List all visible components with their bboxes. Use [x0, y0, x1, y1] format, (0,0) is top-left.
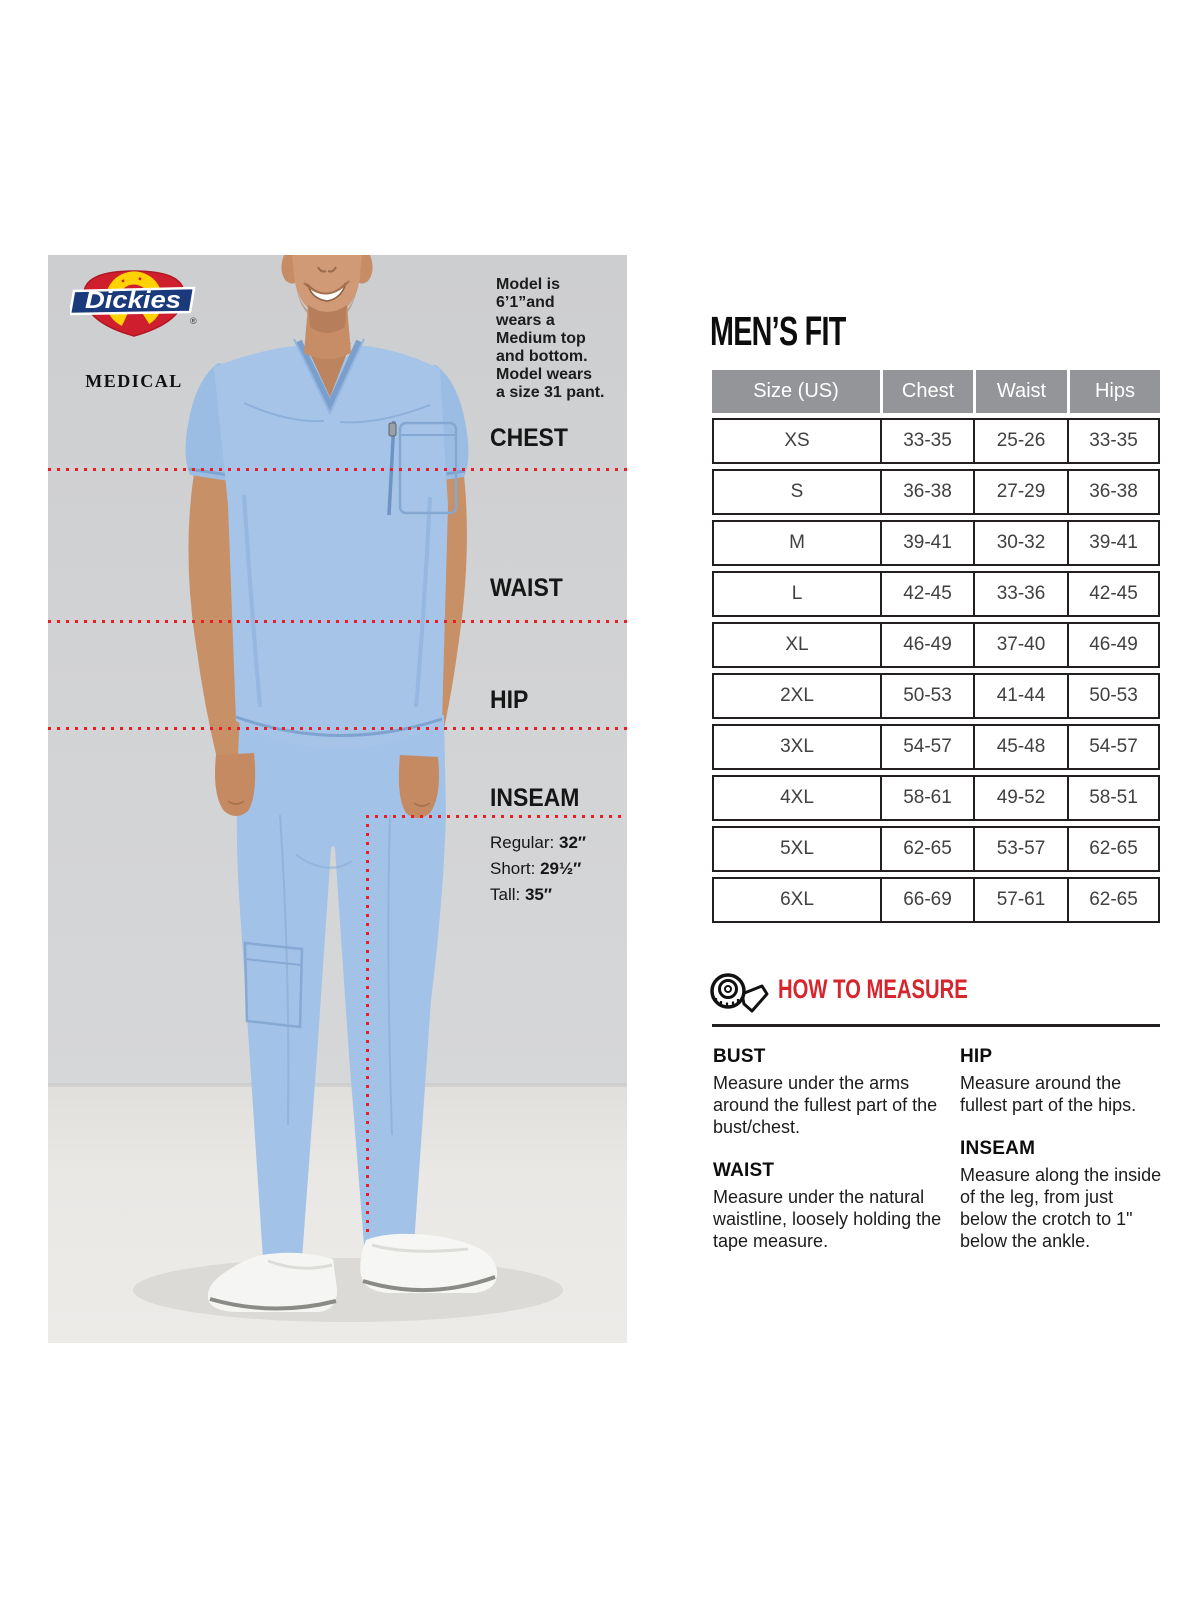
- size-table-row: [712, 673, 1160, 719]
- size-table-row: [712, 775, 1160, 821]
- measure-section-body: Measure around the fullest part of the hips.: [960, 1073, 1137, 1115]
- inseam-guide-line: [366, 815, 627, 818]
- chest-guide-line: [48, 468, 627, 471]
- size-table-cell-hips: 54-57: [1067, 726, 1158, 768]
- size-table-cell-waist: 45-48: [973, 726, 1067, 768]
- inseam-option: Tall: 35″: [490, 885, 553, 904]
- measure-section-heading: BUST: [713, 1046, 766, 1067]
- dickies-logo-emblem: [70, 264, 198, 348]
- column-header-waist: Waist: [973, 370, 1067, 413]
- size-table-cell-hips: 36-38: [1067, 471, 1158, 513]
- size-table-cell-size: S: [790, 481, 804, 502]
- model-note-line: Model wears: [496, 366, 593, 383]
- size-table-cell-hips: 62-65: [1067, 828, 1158, 870]
- measure-section-waist: [713, 1160, 960, 1252]
- size-table-cell-size: 4XL: [780, 787, 814, 808]
- size-table-cell-size: M: [789, 532, 805, 553]
- how-to-measure-title: HOW TO MEASURE: [778, 974, 968, 1004]
- size-table-cell-size: L: [791, 583, 803, 604]
- hip-guide-line: [48, 727, 627, 730]
- column-header-size: Size (US): [753, 380, 839, 402]
- size-table-cell-size: XL: [785, 634, 809, 655]
- model-note-line: and bottom.: [496, 348, 588, 365]
- measure-section-body: Measure under the arms around the fullest part of the bust/chest.: [713, 1073, 938, 1137]
- size-table-cell-hips: 50-53: [1067, 675, 1158, 717]
- size-table-cell-chest: 36-38: [880, 471, 973, 513]
- inseam-option: Regular: 32″: [490, 833, 587, 852]
- measure-section-body: Measure under the natural waistline, loosely holding the tape measure.: [713, 1187, 942, 1251]
- how-to-measure-header: [706, 968, 1162, 1014]
- size-table-row: [712, 877, 1160, 923]
- model-note-line: 6’1”and: [496, 294, 555, 311]
- size-table-cell-chest: 58-61: [880, 777, 973, 819]
- measuring-tape-icon: [706, 970, 770, 1014]
- size-table-cell-chest: 46-49: [880, 624, 973, 666]
- waist-label: WAIST: [490, 574, 563, 602]
- size-table-cell-waist: 30-32: [973, 522, 1067, 564]
- size-table-header: [712, 370, 1160, 413]
- size-table-row: [712, 724, 1160, 770]
- size-table-body: [712, 418, 1160, 923]
- measure-section-bust: [713, 1046, 960, 1138]
- measure-section-body: Measure along the inside of the leg, from just below the crotch to 1" below the ankle.: [960, 1165, 1162, 1251]
- size-table-row: [712, 571, 1160, 617]
- size-table-cell-size: 6XL: [780, 889, 814, 910]
- size-table-cell-hips: 39-41: [1067, 522, 1158, 564]
- size-table: [712, 370, 1160, 923]
- measure-section-heading: HIP: [960, 1046, 993, 1067]
- size-table-cell-waist: 57-61: [973, 879, 1067, 921]
- size-table-cell-chest: 66-69: [880, 879, 973, 921]
- model-note: [496, 276, 626, 402]
- size-table-row: [712, 469, 1160, 515]
- size-table-row: [712, 826, 1160, 872]
- measure-section-heading: INSEAM: [960, 1138, 1036, 1159]
- size-table-row: [712, 418, 1160, 464]
- inseam-options: [490, 830, 586, 908]
- size-table-cell-size: 5XL: [780, 838, 814, 859]
- htm-col-left: [713, 1046, 960, 1274]
- dickies-logo: [70, 264, 198, 348]
- size-chart-title: MEN’S FIT: [710, 308, 846, 354]
- inseam-label: INSEAM: [490, 784, 580, 812]
- chest-label: CHEST: [490, 424, 568, 452]
- how-to-measure-grid: [713, 1046, 1165, 1274]
- hip-label: HIP: [490, 686, 529, 714]
- size-table-cell-waist: 41-44: [973, 675, 1067, 717]
- column-header-chest: Chest: [880, 370, 973, 413]
- measure-section-inseam: [960, 1138, 1165, 1252]
- size-table-cell-chest: 62-65: [880, 828, 973, 870]
- size-table-cell-chest: 39-41: [880, 522, 973, 564]
- size-table-row: [712, 622, 1160, 668]
- column-header-hips: Hips: [1067, 370, 1160, 413]
- model-note-line: wears a: [496, 312, 555, 329]
- size-table-cell-waist: 27-29: [973, 471, 1067, 513]
- inseam-option: Short: 29½″: [490, 859, 582, 878]
- htm-col-right: [960, 1046, 1165, 1274]
- size-table-cell-size: 3XL: [780, 736, 814, 757]
- size-table-cell-waist: 49-52: [973, 777, 1067, 819]
- size-table-cell-chest: 50-53: [880, 675, 973, 717]
- model-note-line: Model is: [496, 276, 561, 293]
- model-scrub-top: [214, 339, 456, 749]
- size-table-cell-waist: 33-36: [973, 573, 1067, 615]
- size-table-cell-hips: 58-51: [1067, 777, 1158, 819]
- size-table-cell-hips: 46-49: [1067, 624, 1158, 666]
- size-table-row: [712, 520, 1160, 566]
- size-table-cell-waist: 25-26: [973, 420, 1067, 462]
- size-table-cell-size: XS: [784, 430, 810, 451]
- size-table-cell-hips: 33-35: [1067, 420, 1158, 462]
- size-table-cell-hips: 42-45: [1067, 573, 1158, 615]
- inseam-vertical-guide-line: [366, 815, 369, 1232]
- medical-label: MEDICAL: [85, 371, 183, 391]
- section-divider: [712, 1024, 1160, 1027]
- size-table-cell-size: 2XL: [780, 685, 814, 706]
- waist-guide-line: [48, 620, 627, 623]
- model-note-line: Medium top: [496, 330, 586, 347]
- measure-section-hip: [960, 1046, 1165, 1116]
- size-table-cell-waist: 37-40: [973, 624, 1067, 666]
- size-table-cell-chest: 42-45: [880, 573, 973, 615]
- size-table-cell-hips: 62-65: [1067, 879, 1158, 921]
- logo-wordmark: Dickies: [85, 287, 181, 314]
- size-table-cell-chest: 33-35: [880, 420, 973, 462]
- size-table-cell-chest: 54-57: [880, 726, 973, 768]
- measure-section-heading: WAIST: [713, 1160, 775, 1181]
- registered-mark: ®: [190, 316, 197, 326]
- model-note-line: a size 31 pant.: [496, 384, 605, 401]
- size-table-cell-waist: 53-57: [973, 828, 1067, 870]
